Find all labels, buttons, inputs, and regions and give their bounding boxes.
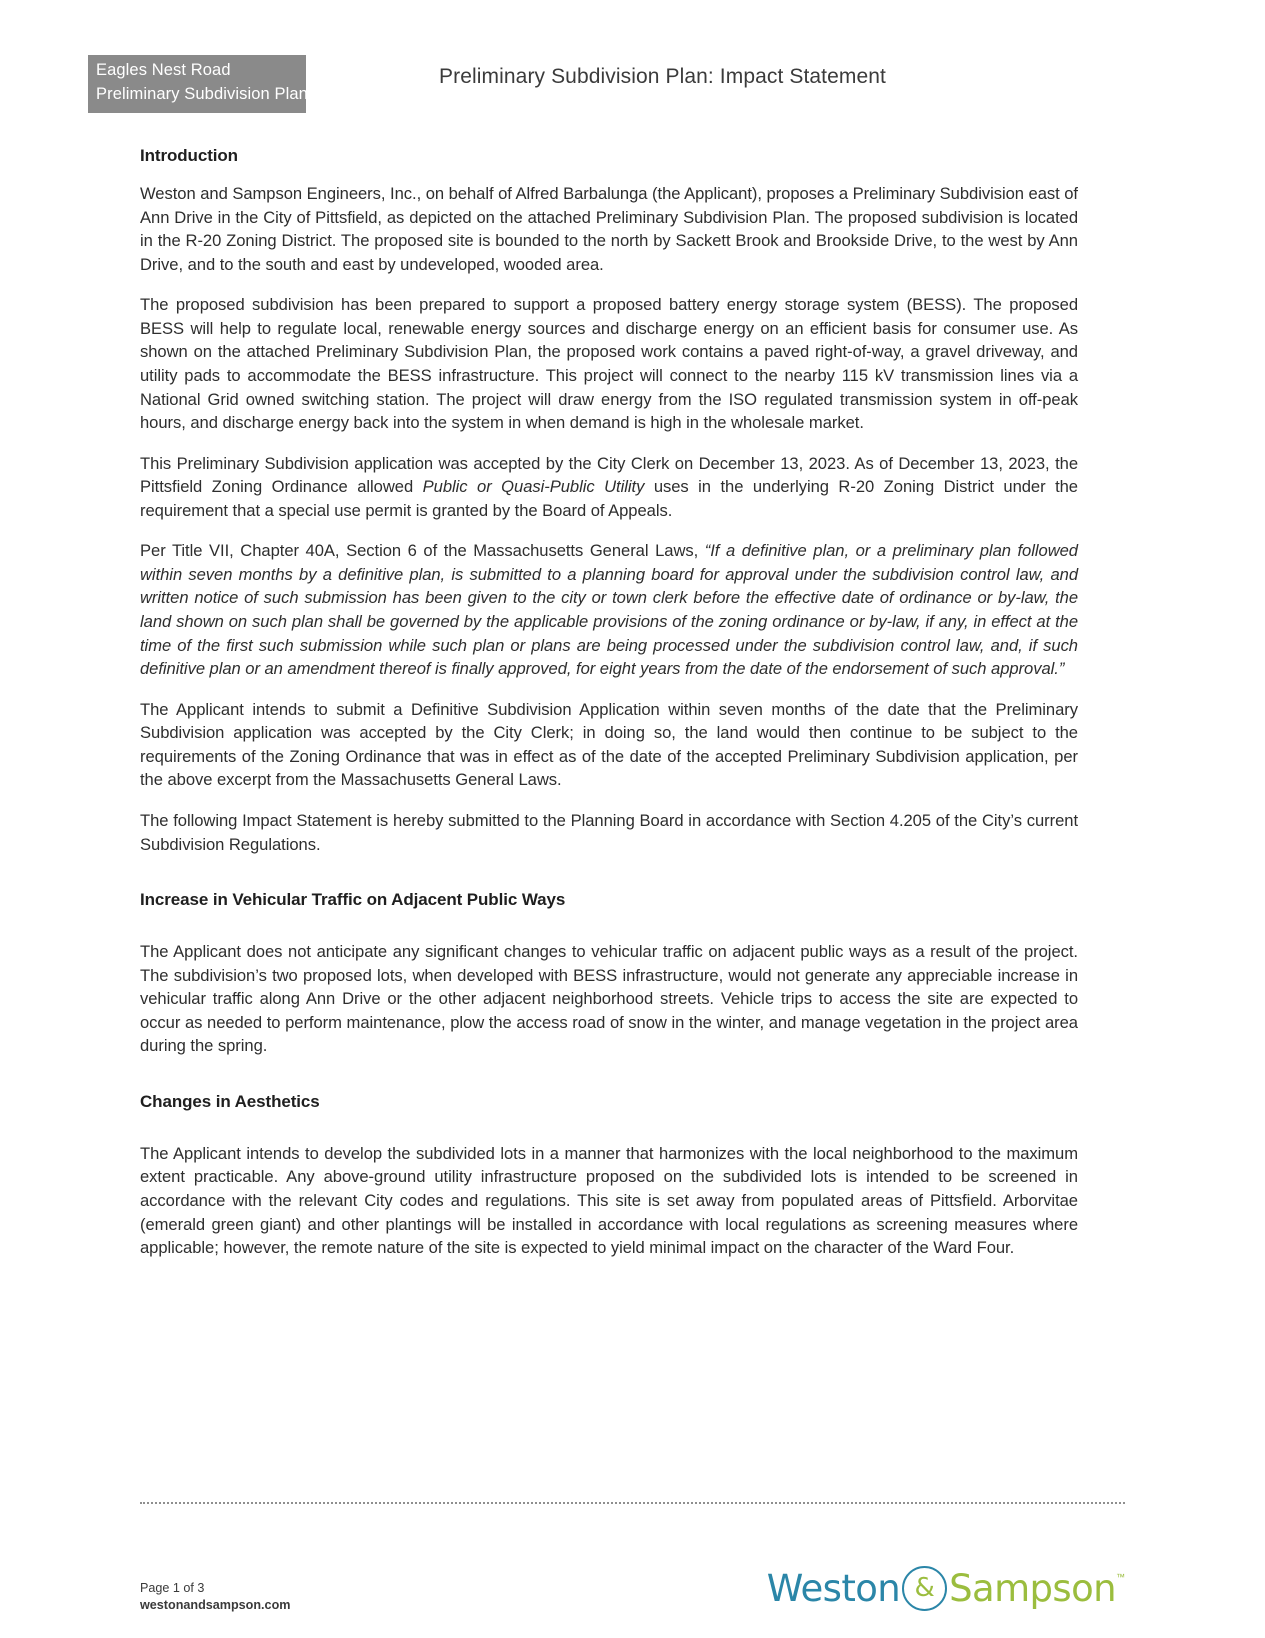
footer-text-block xyxy=(140,1580,290,1613)
heading-aesthetics: Changes in Aesthetics xyxy=(140,1091,320,1111)
document-header xyxy=(88,55,1177,115)
paragraph-legal-quote-lead: Per Title VII, Chapter 40A, Section 6 of the Massachusetts General Laws, xyxy=(140,541,705,561)
logo-trademark-icon: ™ xyxy=(1116,1572,1125,1582)
paragraph-intro-3-part1: This Preliminary Subdivision application was accepted by the City Clerk on December 13, 2023. As of December 13, 2023, the Pittsfield Zoning Ordinance allowed xyxy=(140,453,1078,497)
footer-divider xyxy=(140,1502,1125,1504)
page-title: Preliminary Subdivision Plan: Impact Statement xyxy=(439,65,886,88)
header-badge-line1: Eagles Nest Road xyxy=(96,61,231,79)
paragraph-intro-1: Weston and Sampson Engineers, Inc., on behalf of Alfred Barbalunga (the Applicant), proposes a Preliminary Subdivision east of Ann Drive in the City of Pittsfield, as depicted on the attached Preliminary Subdivision Plan. The proposed subdivision is located in the R-20 Zoning District. The proposed site is bounded to the north by Sackett Brook and Brookside Drive, to the west by Ann Drive, and to the south and east by undeveloped, wooded area. xyxy=(140,184,1078,274)
paragraph-traffic-1: The Applicant does not anticipate any significant changes to vehicular traffic on adjacent public ways as a result of the project. The subdivision’s two proposed lots, when developed with BESS infrastructure, would not generate any appreciable increase in vehicular traffic along Ann Drive or the other adjacent neighborhood streets. Vehicle trips to access the site are expected to occur as needed to perform maintenance, plow the access road of snow in the winter, and manage vegetation in the project area during the spring. xyxy=(140,942,1078,1056)
logo-word-weston: Weston xyxy=(766,1567,901,1610)
paragraph-legal-quote xyxy=(140,539,1078,680)
paragraph-intro-6: The following Impact Statement is hereby submitted to the Planning Board in accordance with Section 4.205 of the City’s current Subdivision Regulations. xyxy=(140,810,1078,854)
paragraph-intro-5: The Applicant intends to submit a Definitive Subdivision Application within seven months of the date that the Preliminary Subdivision application was accepted by the City Clerk; in doing so, the land would then continue to be subject to the requirements of the Zoning Ordinance that was in effect as of the date of the accepted Preliminary Subdivision application, per the above excerpt from the Massachusetts General Laws. xyxy=(140,699,1078,790)
paragraph-intro-3-italic: Public or Quasi-Public Utility xyxy=(422,477,645,497)
footer-website: westonandsampson.com xyxy=(140,1597,291,1612)
paragraph-aesthetics-1: The Applicant intends to develop the subdivided lots in a manner that harmonizes with the local neighborhood to the maximum extent practicable. Any above-ground utility infrastructure proposed on the subdivided lots is intended to be screened in accordance with the relevant City codes and regulations. This site is set away from populated areas of Pittsfield. Arborvitae (emerald green giant) and other plantings will be installed in accordance with local regulations as screening measures where applicable; however, the remote nature of the site is expected to yield minimal impact on the character of the Ward Four. xyxy=(140,1143,1078,1258)
document-body xyxy=(140,146,1078,1260)
paragraph-legal-quote-italic: “If a definitive plan, or a preliminary plan followed within seven months by a definitive plan, is submitted to a planning board for approval under the subdivision control law, and written notice of such submission has been given to the city or town clerk before the effective date of ordinance or by-law, the land shown on such plan shall be governed by the applicable provisions of the zoning ordinance or by-law, if any, in effect at the time of the first such submission while such plan or plans are being processed under the subdivision control law, and, if such definitive plan or an amendment thereof is finally approved, for eight years from the date of the endorsement of such approval.” xyxy=(140,541,1078,679)
paragraph-intro-2: The proposed subdivision has been prepared to support a proposed battery energy storage system (BESS). The proposed BESS will help to regulate local, renewable energy sources and discharge energy on an efficient basis for consumer use. As shown on the attached Preliminary Subdivision Plan, the proposed work contains a paved right-of-way, a gravel driveway, and utility pads to accommodate the BESS infrastructure. This project will connect to the nearby 115 kV transmission lines via a National Grid owned switching station. The project will draw energy from the ISO regulated transmission system in off-peak hours, and discharge energy back into the system in when demand is high in the wholesale market. xyxy=(140,295,1078,433)
paragraph-intro-3-part2: uses in the underlying R-20 Zoning District under the requirement that a special use permit is granted by the Board of Appeals. xyxy=(140,477,1078,520)
heading-vehicular-traffic: Increase in Vehicular Traffic on Adjacent Public Ways xyxy=(140,890,566,910)
logo-ampersand: & xyxy=(914,1572,935,1603)
header-badge-line2: Preliminary Subdivision Plan xyxy=(96,84,308,103)
heading-introduction: Introduction xyxy=(140,146,238,165)
page-number: Page 1 of 3 xyxy=(140,1581,205,1595)
paragraph-intro-3 xyxy=(140,452,1078,523)
logo-word-sampson: Sampson xyxy=(949,1567,1116,1610)
logo-ampersand-circle-icon xyxy=(902,1566,947,1611)
weston-sampson-logo xyxy=(767,1566,1125,1611)
